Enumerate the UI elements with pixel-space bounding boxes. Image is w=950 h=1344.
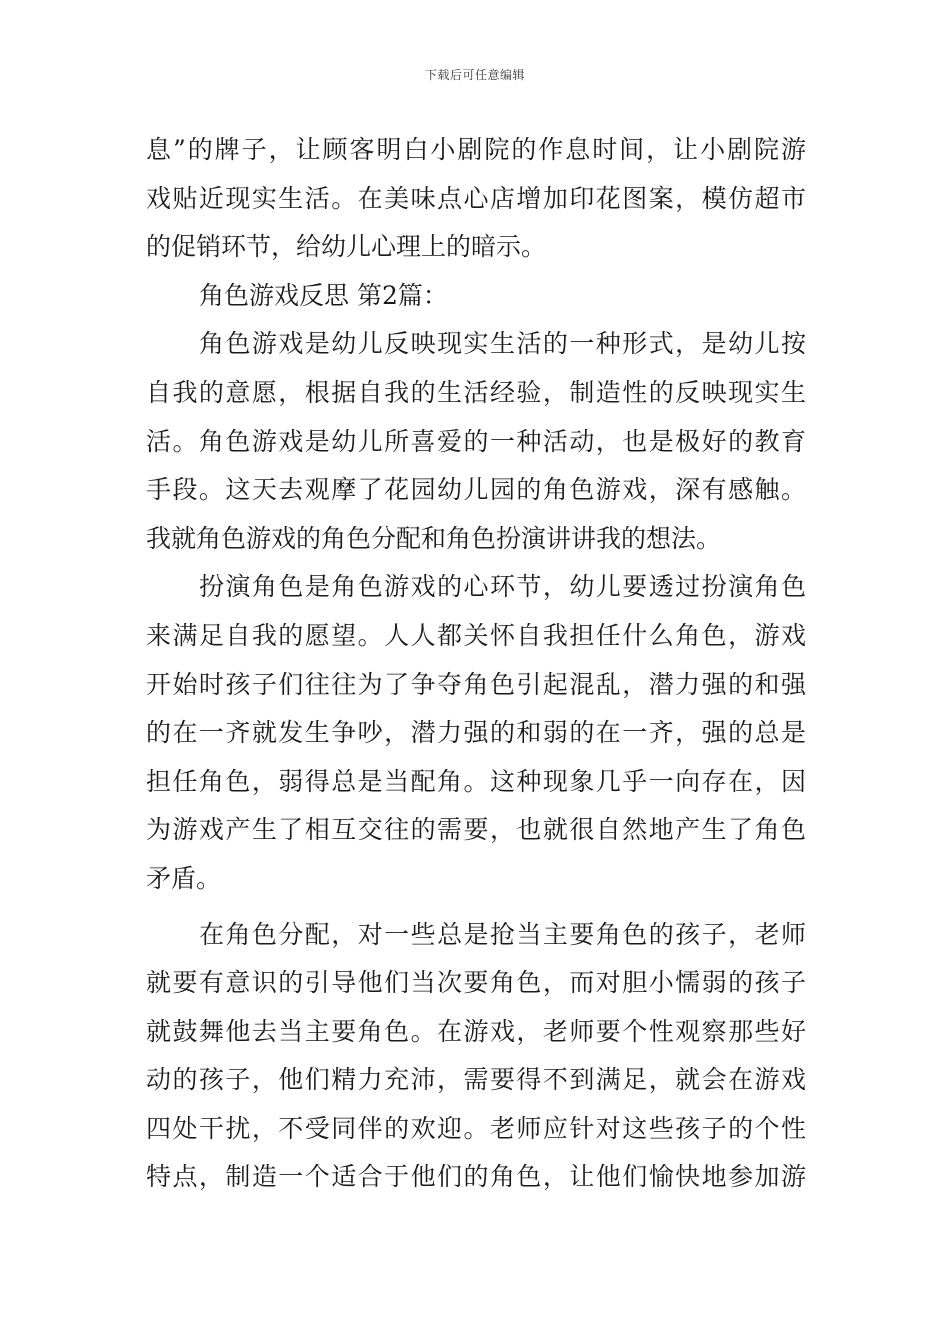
text-line: 我就角色游戏的角色分配和角色扮演讲讲我的想法。 <box>146 523 722 553</box>
text-line: 就要有意识的引导他们当次要角色，而对胆小懦弱的孩子 <box>146 968 806 998</box>
section-heading: 角色游戏反思 第2篇： <box>199 280 448 310</box>
text-line: 特点，制造一个适合于他们的角色，让他们愉快地参加游 <box>146 1162 806 1192</box>
text-line: 自我的意愿，根据自我的生活经验，制造性的反映现实生 <box>146 377 806 407</box>
text-line: 的促销环节，给幼儿心理上的暗示。 <box>146 232 547 262</box>
page-header: 下载后可任意编辑 <box>424 68 525 82</box>
text-line: 动的孩子，他们精力充沛，需要得不到满足，就会在游戏 <box>146 1065 806 1095</box>
document-body <box>146 126 806 1202</box>
text-line: 开始时孩子们往往为了争夺角色引起混乱，潜力强的和强 <box>146 669 806 699</box>
text-line: 来满足自我的愿望。人人都关怀自我担任什么角色，游戏 <box>146 620 806 650</box>
text-line: 戏贴近现实生活。在美味点心店增加印花图案，模仿超市 <box>146 183 806 213</box>
text-line: 角色游戏是幼儿反映现实生活的一种形式，是幼儿按 <box>199 329 806 359</box>
text-line: 扮演角色是角色游戏的心环节，幼儿要透过扮演角色 <box>199 572 806 602</box>
text-line: 在角色分配，对一些总是抢当主要角色的孩子，老师 <box>199 919 806 949</box>
text-line: 为游戏产生了相互交往的需要，也就很自然地产生了角色 <box>146 815 806 845</box>
text-line: 的在一齐就发生争吵，潜力强的和弱的在一齐，强的总是 <box>146 718 806 748</box>
text-line: 息”的牌子，让顾客明白小剧院的作息时间，让小剧院游 <box>146 135 806 164</box>
paragraph-gap <box>146 904 806 911</box>
text-line: 手段。这天去观摩了花园幼儿园的角色游戏，深有感触。 <box>146 475 806 505</box>
text-line: 四处干扰，不受同伴的欢迎。老师应针对这些孩子的个性 <box>146 1113 806 1143</box>
text-line: 就鼓舞他去当主要角色。在游戏，老师要个性观察那些好 <box>146 1016 806 1046</box>
text-line: 活。角色游戏是幼儿所喜爱的一种活动，也是极好的教育 <box>146 426 806 456</box>
text-line: 矛盾。 <box>146 863 222 893</box>
text-line: 担任角色，弱得总是当配角。这种现象几乎一向存在，因 <box>146 766 806 796</box>
